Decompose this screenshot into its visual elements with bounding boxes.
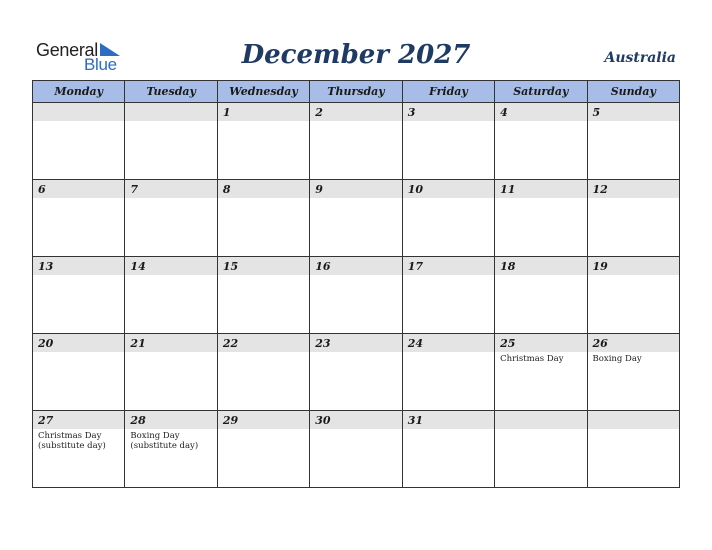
- day-number: 4: [500, 106, 508, 119]
- calendar-grid: [32, 80, 680, 488]
- calendar-title: December 2027: [241, 40, 471, 70]
- day-number-bar: [495, 411, 586, 429]
- day-number: 6: [38, 183, 46, 196]
- day-cell: [495, 257, 587, 334]
- day-cell: [310, 257, 402, 334]
- day-number-bar: [310, 180, 401, 198]
- day-number: 8: [222, 183, 231, 196]
- day-number: 22: [222, 337, 239, 350]
- day-cell: [33, 334, 125, 411]
- day-number: 30: [315, 414, 331, 427]
- day-cell: [217, 180, 309, 257]
- weekday-header: Tuesday: [125, 81, 217, 103]
- day-number: 31: [407, 414, 423, 427]
- day-number: 23: [315, 337, 331, 350]
- holiday-label: Christmas Day (substitute day): [38, 431, 106, 451]
- day-number-bar: [588, 411, 679, 429]
- day-cell: [495, 334, 587, 411]
- day-cell: [495, 180, 587, 257]
- country-label: Australia: [604, 50, 676, 66]
- day-number: 24: [407, 337, 423, 350]
- day-cell: [125, 103, 217, 180]
- day-number: 21: [130, 337, 146, 350]
- day-number-bar: [125, 103, 216, 121]
- week-row: [33, 180, 680, 257]
- day-cell: [310, 103, 402, 180]
- day-number: 19: [592, 260, 608, 273]
- day-number-bar: [33, 103, 124, 121]
- day-number: 1: [222, 106, 231, 119]
- weekday-header-row: [33, 81, 680, 103]
- day-number: 9: [315, 183, 323, 196]
- weekday-header: Wednesday: [217, 81, 309, 103]
- weekday-header: Friday: [402, 81, 494, 103]
- day-cell: [217, 411, 309, 488]
- day-cell: [33, 180, 125, 257]
- day-cell: [402, 334, 494, 411]
- day-cell: [125, 334, 217, 411]
- day-cell: [402, 257, 494, 334]
- day-number: 15: [222, 260, 239, 273]
- day-number: 27: [38, 414, 54, 427]
- day-number-bar: [218, 103, 309, 121]
- day-cell: [310, 180, 402, 257]
- day-number: 26: [592, 337, 608, 350]
- weekday-header: Thursday: [310, 81, 402, 103]
- day-number-bar: [218, 180, 309, 198]
- day-cell: [125, 257, 217, 334]
- day-number: 5: [592, 106, 601, 119]
- week-row: [33, 334, 680, 411]
- day-number: 12: [592, 183, 608, 196]
- day-number: 11: [500, 183, 516, 196]
- day-number: 16: [315, 260, 331, 273]
- week-row: [33, 103, 680, 180]
- day-cell: [587, 103, 679, 180]
- day-cell: [495, 103, 587, 180]
- day-number-bar: [495, 103, 586, 121]
- week-row: [33, 257, 680, 334]
- day-number: 2: [315, 106, 323, 119]
- day-cell: [310, 411, 402, 488]
- day-number: 7: [130, 183, 139, 196]
- day-cell: [402, 411, 494, 488]
- day-cell: [33, 257, 125, 334]
- day-number-bar: [310, 103, 401, 121]
- day-number: 20: [38, 337, 54, 350]
- day-number: 25: [500, 337, 516, 350]
- weekday-header: Sunday: [587, 81, 679, 103]
- day-cell: [33, 103, 125, 180]
- day-cell: [495, 411, 587, 488]
- day-number: 10: [407, 183, 423, 196]
- day-cell: [125, 411, 217, 488]
- day-cell: [217, 334, 309, 411]
- day-number: 28: [130, 414, 146, 427]
- holiday-label: Boxing Day (substitute day): [130, 431, 199, 451]
- day-number-bar: [588, 103, 679, 121]
- day-number: 17: [407, 260, 423, 273]
- logo-general-text: General: [36, 40, 98, 60]
- holiday-label: Christmas Day: [500, 354, 564, 364]
- day-cell: [587, 180, 679, 257]
- day-cell: [125, 180, 217, 257]
- day-number: 18: [500, 260, 516, 273]
- day-number: 29: [222, 414, 239, 427]
- day-cell: [33, 411, 125, 488]
- day-number: 13: [38, 260, 54, 273]
- week-row: [33, 411, 680, 488]
- day-number-bar: [33, 180, 124, 198]
- day-number-bar: [403, 103, 494, 121]
- day-number-bar: [125, 180, 216, 198]
- holiday-label: Boxing Day: [592, 354, 642, 364]
- day-cell: [587, 334, 679, 411]
- day-cell: [402, 180, 494, 257]
- day-cell: [310, 334, 402, 411]
- day-cell: [402, 103, 494, 180]
- day-cell: [217, 257, 309, 334]
- logo-blue-text: Blue: [84, 55, 117, 74]
- day-number: 14: [130, 260, 146, 273]
- day-cell: [217, 103, 309, 180]
- weekday-header: Saturday: [495, 81, 587, 103]
- day-cell: [587, 411, 679, 488]
- day-cell: [587, 257, 679, 334]
- day-number: 3: [407, 106, 416, 119]
- weekday-header: Monday: [33, 81, 125, 103]
